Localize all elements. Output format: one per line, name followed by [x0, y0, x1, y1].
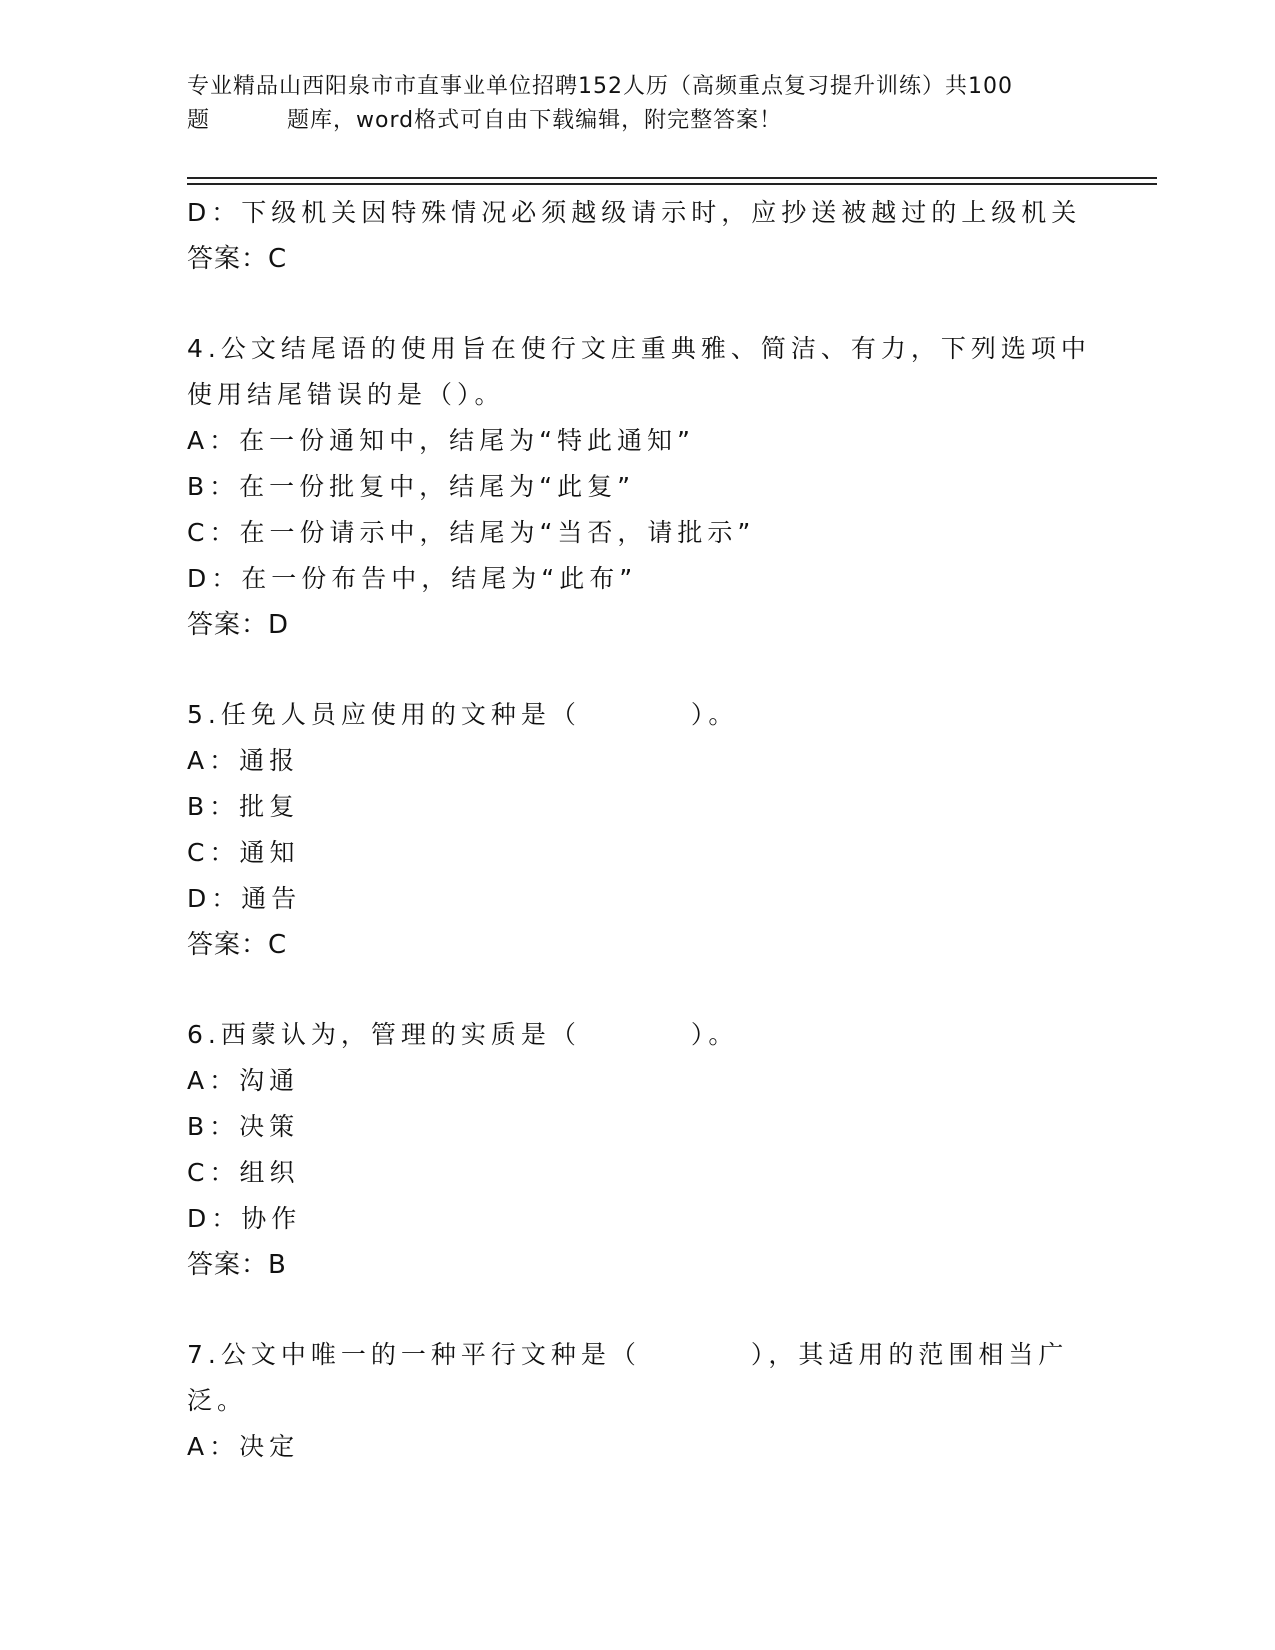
header-divider-bottom [187, 183, 1157, 185]
question-5 [187, 692, 1087, 968]
answer: 答案：D [187, 610, 290, 640]
spacer [187, 648, 1087, 692]
spacer [187, 1288, 1087, 1332]
option-a: A：在一份通知中，结尾为“特此通知” [187, 426, 696, 455]
question-stem-start: 6.西蒙认为，管理的实质是（ [187, 1020, 581, 1049]
option-c: C：组织 [187, 1158, 300, 1187]
option-a: A：决定 [187, 1432, 300, 1461]
question-stem [187, 692, 1087, 738]
spacer [187, 282, 1087, 326]
option-c: C：通知 [187, 838, 300, 867]
question-stem-end: ）。 [690, 1020, 739, 1049]
option-d: D：协作 [187, 1204, 302, 1233]
option-b: B：在一份批复中，结尾为“此复” [187, 472, 636, 501]
header-title-line2-lead: 题 [187, 108, 211, 133]
answer: 答案：C [187, 244, 288, 274]
option-a: A：沟通 [187, 1066, 300, 1095]
option-a: A：通报 [187, 746, 300, 775]
question-stem-continued: 使用结尾错误的是（）。 [187, 380, 505, 409]
question-6 [187, 1012, 1087, 1288]
option-c: C：在一份请示中，结尾为“当否，请批示” [187, 518, 756, 547]
question-stem-start: 7.公文中唯一的一种平行文种是（ [187, 1340, 641, 1369]
page-header [187, 70, 1087, 138]
option-d: D：通告 [187, 884, 302, 913]
header-title-line1: 专业精品山西阳泉市市直事业单位招聘152人历（高频重点复习提升训练）共100 [187, 74, 1013, 99]
question-4 [187, 326, 1091, 648]
question-stem [187, 1012, 1087, 1058]
answer: 答案：B [187, 1250, 287, 1280]
question-stem-end: ）。 [690, 700, 739, 729]
header-title-line2-rest: 题库，word格式可自由下载编辑，附完整答案！ [287, 108, 783, 133]
header-divider-top [187, 177, 1157, 179]
question-stem-end: ），其适用的范围相当广 [750, 1340, 1069, 1369]
document-body [187, 190, 1091, 1470]
question-stem-continued: 泛。 [187, 1386, 248, 1415]
answer: 答案：C [187, 930, 288, 960]
question-7 [187, 1332, 1087, 1470]
question-stem-start: 5.任免人员应使用的文种是（ [187, 700, 581, 729]
header-title-line2 [187, 104, 1087, 138]
option-d: D：在一份布告中，结尾为“此布” [187, 564, 638, 593]
question-stem: 4.公文结尾语的使用旨在使行文庄重典雅、简洁、有力，下列选项中 [187, 334, 1091, 363]
option-b: B：批复 [187, 792, 300, 821]
question-stem [187, 1332, 1087, 1378]
spacer [187, 968, 1087, 1012]
option-b: B：决策 [187, 1112, 300, 1141]
option-d: D：下级机关因特殊情况必须越级请示时，应抄送被越过的上级机关 [187, 198, 1082, 227]
